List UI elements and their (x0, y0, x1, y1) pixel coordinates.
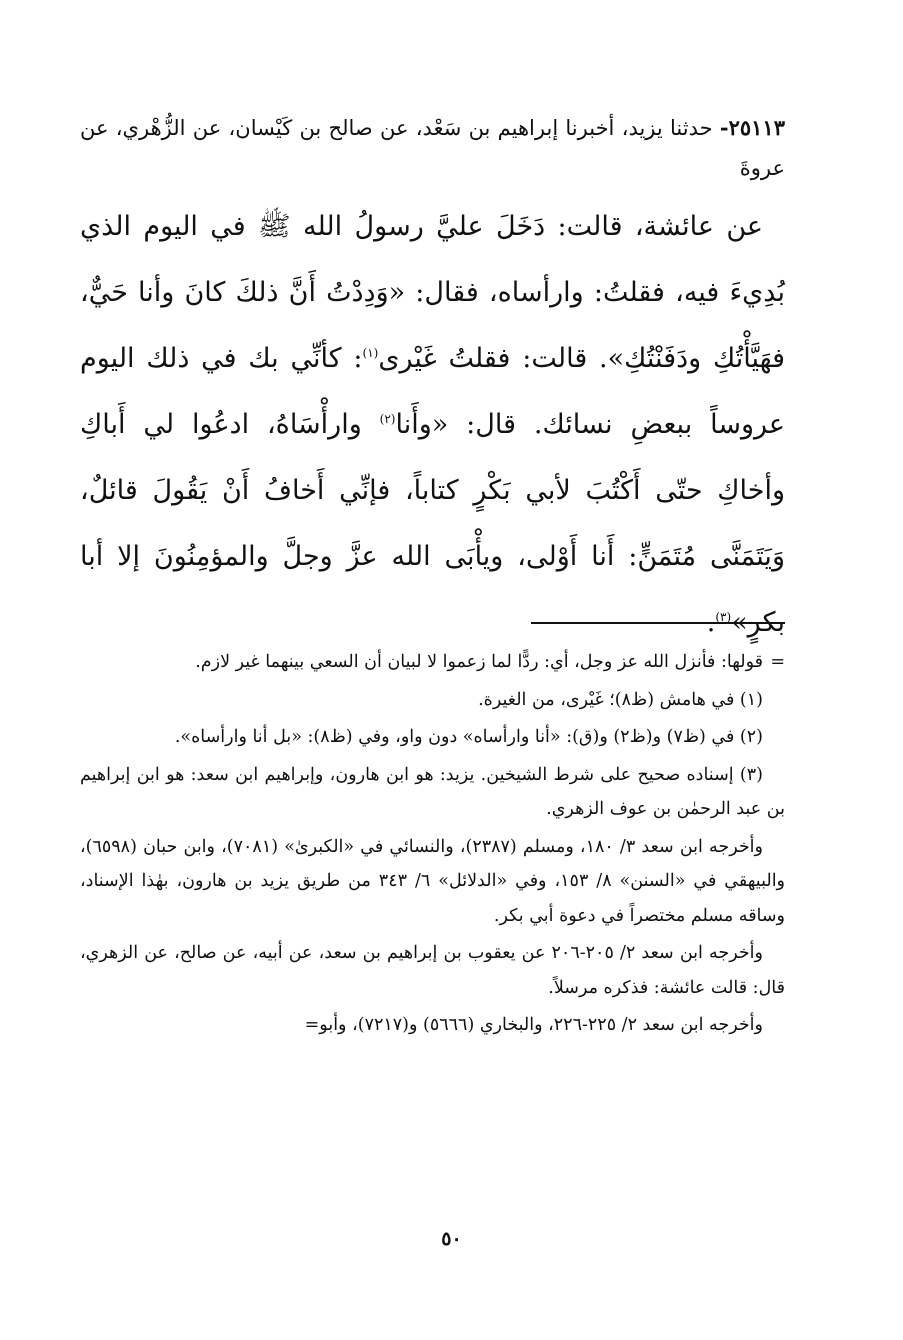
footnotes (80, 645, 785, 1046)
footnote-3: (٣) إسناده صحيح على شرط الشيخين. يزيد: هو ابن هارون، وإبراهيم ابن سعد: هو ابن إبراهيم بن عبد الرحمٰن بن عوف الزهري. (80, 764, 785, 819)
footnote-1: (١) في هامش (ظ٨)؛ غَيْرى، من الغيرة. (478, 689, 763, 710)
footnote-takhrij-2: وأخرجه ابن سعد ٢/ ٢٠٥-٢٠٦ عن يعقوب بن إبراهيم بن سعد، عن أبيه، عن صالح، عن الزهري، قال: قالت عائشة: فذكره مرسلاً. (80, 943, 785, 998)
hadith-isnad (80, 108, 785, 188)
footnote-separator (531, 622, 785, 624)
main-text (80, 108, 785, 656)
footnote-takhrij-1: وأخرجه ابن سعد ٣/ ١٨٠، ومسلم (٢٣٨٧)، والنسائي في «الكبرىٰ» (٧٠٨١)، وابن حبان (٦٥٩٨)، والبيهقي في «السنن» ٨/ ١٥٣، وفي «الدلائل» ٦/ ٣٤٣ من طريق يزيد بن هارون، بهٰذا الإسناد، وساقه مسلم مختصراً في دعوة أبي بكر. (80, 836, 786, 926)
footnote-ref-3: (٣) (715, 610, 732, 624)
matn-text-1: عن عائشة، قالت: دَخَلَ عليَّ رسولُ الله ﷺ في اليوم الذي بُدِيءَ فيه، فقلتُ: وارأساه، فقال: «وَدِدْتُ أَنَّ ذلكَ كانَ وأنا حَيٌّ، فهَيَّأْتُكِ ودَفَنْتُكِ». قالت: فقلتُ غَيْرى (80, 211, 785, 374)
continuation-text: قولها: فأنزل الله عز وجل، أي: ردًّا لما زعموا لا لبيان أن السعي بينهما غير لازم. (195, 652, 763, 672)
matn-end: . (706, 607, 716, 638)
hadith-matn (80, 194, 785, 656)
matn-text-2: : كأنِّي بك في ذلك اليوم عروساً ببعضِ نسائك. قال: «وأَنا (80, 343, 785, 440)
continuation-mark: = (770, 652, 785, 672)
footnote-takhrij-3: وأخرجه ابن سعد ٢/ ٢٢٥-٢٢٦، والبخاري (٥٦٦٦) و(٧٢١٧)، وأبو= (304, 1015, 763, 1035)
isnad-text: حدثنا يزيد، أخبرنا إبراهيم بن سَعْد، عن صالح بن كَيْسان، عن الزُّهْري، عن عروةَ (80, 116, 785, 180)
footnote-ref-2: (٢) (379, 412, 396, 426)
footnote-continuation (80, 645, 785, 680)
matn-text-3: وارأْسَاهُ، ادعُوا لي أَباكِ وأخاكِ حتّى أَكْتُبَ لأبي بَكْرٍ كتاباً، فإنِّي أَخافُ أَنْ يَقُولَ قائلٌ، وَيَتَمَنَّى مُتَمَنٍّ: أَنا أَوْلى، ويأْبَى الله عزَّ وجلَّ والمؤمِنُونَ إلا أبا بكرٍ» (80, 409, 785, 638)
hadith-number: ٢٥١١٣- (719, 115, 785, 140)
footnote-2: (٢) في (ظ٧) و(ظ٢) و(ق): «أنا وارأساه» دون واو، وفي (ظ٨): «بل أنا وارأساه». (174, 727, 763, 747)
page-number: ٥٠ (441, 1228, 462, 1250)
footnote-ref-1: (١) (362, 346, 379, 360)
